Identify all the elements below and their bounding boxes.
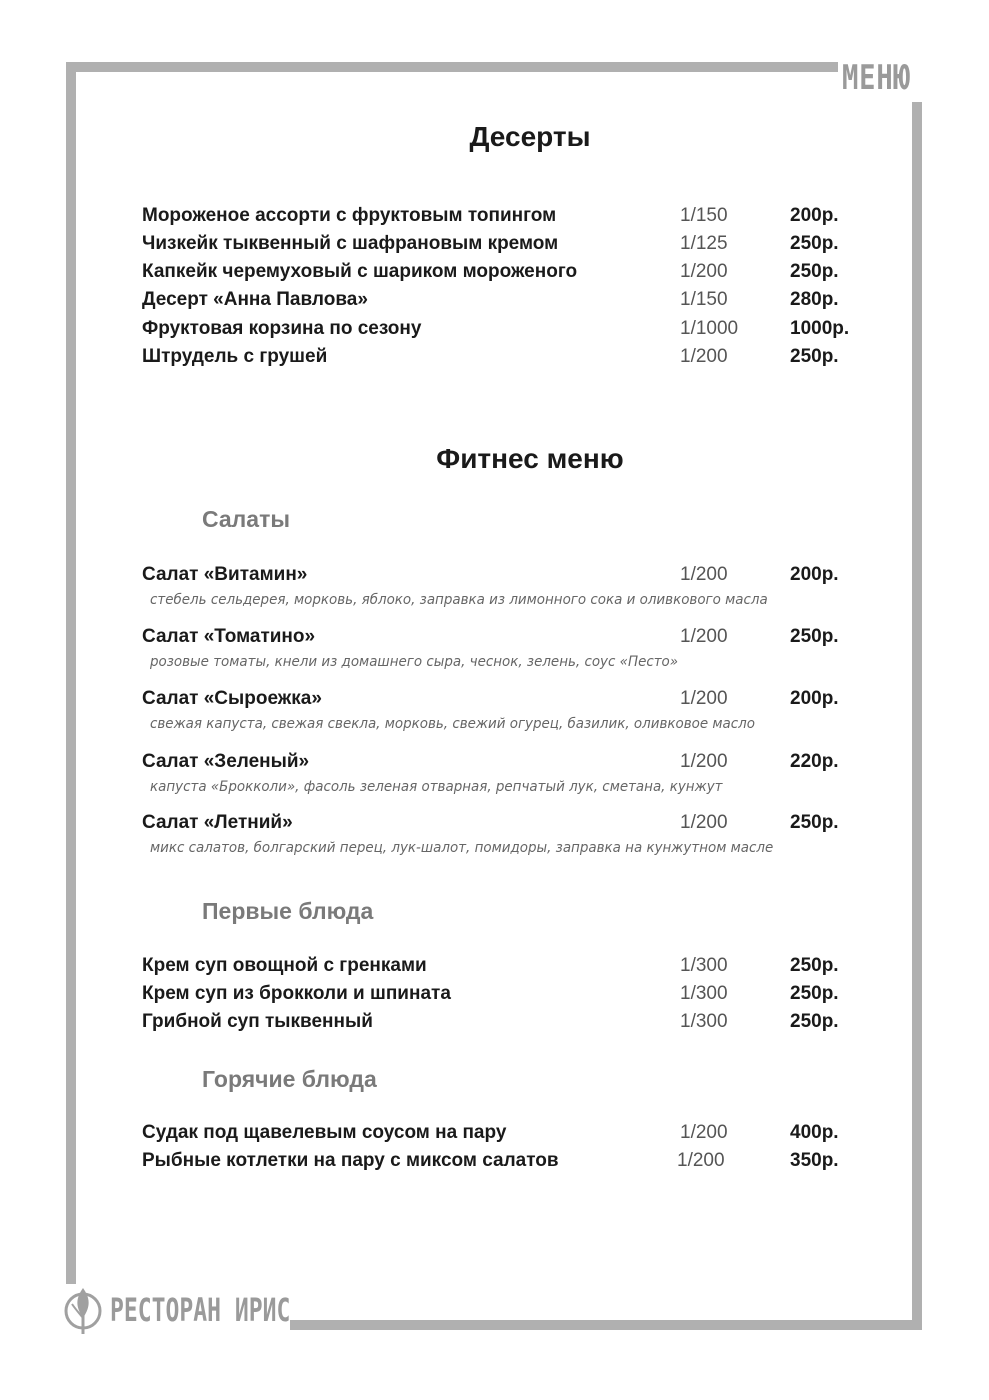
item-price: 250р. bbox=[790, 1011, 839, 1032]
menu-item bbox=[142, 626, 862, 652]
menu-item bbox=[142, 1011, 862, 1037]
item-portion: 1/200 bbox=[680, 261, 728, 282]
menu-item bbox=[142, 564, 862, 590]
item-name: Салат «Сыроежка» bbox=[142, 688, 322, 709]
item-portion: 1/200 bbox=[680, 1122, 728, 1143]
item-portion: 1/200 bbox=[680, 564, 728, 585]
item-name: Мороженое ассорти с фруктовым топингом bbox=[142, 205, 557, 226]
item-portion: 1/200 bbox=[680, 626, 728, 647]
restaurant-logo bbox=[60, 1284, 360, 1336]
menu-item bbox=[142, 1122, 862, 1148]
item-price: 250р. bbox=[790, 233, 839, 254]
item-name: Салат «Летний» bbox=[142, 812, 293, 833]
item-name: Рыбные котлетки на пару с миксом салатов bbox=[142, 1150, 559, 1171]
item-name: Судак под щавелевым соусом на пару bbox=[142, 1122, 507, 1143]
menu-item bbox=[142, 233, 862, 259]
item-price: 250р. bbox=[790, 626, 839, 647]
item-price: 200р. bbox=[790, 205, 839, 226]
item-name: Крем суп из брокколи и шпината bbox=[142, 983, 451, 1004]
desserts-heading: Десерты bbox=[469, 121, 591, 152]
item-portion: 1/200 bbox=[680, 751, 728, 772]
item-portion: 1/125 bbox=[680, 233, 728, 254]
menu-item bbox=[142, 261, 862, 287]
item-price: 220р. bbox=[790, 751, 839, 772]
menu-item bbox=[142, 318, 862, 344]
restaurant-name: РЕСТОРАН ИРИС bbox=[110, 1291, 291, 1329]
item-price: 250р. bbox=[790, 955, 839, 976]
item-description: стебель сельдерея, морковь, яблоко, заправка из лимонного сока и оливкового масла bbox=[150, 592, 768, 608]
frame-right-border bbox=[912, 102, 922, 1330]
item-price: 1000р. bbox=[790, 318, 850, 339]
item-portion: 1/200 bbox=[680, 688, 728, 709]
hot-dishes-subheading: Горячие блюда bbox=[202, 1066, 377, 1092]
item-name: Капкейк черемуховый с шариком мороженого bbox=[142, 261, 578, 282]
item-portion: 1/1000 bbox=[680, 318, 739, 339]
item-price: 200р. bbox=[790, 564, 839, 585]
item-name: Салат «Зеленый» bbox=[142, 751, 310, 772]
iris-flower-icon bbox=[60, 1284, 106, 1336]
item-portion: 1/150 bbox=[680, 205, 728, 226]
menu-item bbox=[142, 1150, 862, 1176]
item-name: Десерт «Анна Павлова» bbox=[142, 289, 368, 310]
item-portion: 1/300 bbox=[680, 1011, 728, 1032]
item-description: капуста «Брокколи», фасоль зеленая отварная, репчатый лук, сметана, кунжут bbox=[150, 779, 723, 795]
item-name: Салат «Томатино» bbox=[142, 626, 316, 647]
item-portion: 1/300 bbox=[680, 955, 728, 976]
item-price: 250р. bbox=[790, 983, 839, 1004]
frame-left-border bbox=[66, 62, 76, 1284]
item-name: Чизкейк тыквенный с шафрановым кремом bbox=[142, 233, 559, 254]
item-name: Крем суп овощной с гренками bbox=[142, 955, 427, 976]
fitness-menu-heading: Фитнес меню bbox=[436, 443, 624, 474]
menu-item bbox=[142, 289, 862, 315]
item-price: 280р. bbox=[790, 289, 839, 310]
menu-item bbox=[142, 955, 862, 981]
menu-item bbox=[142, 346, 862, 372]
item-price: 250р. bbox=[790, 346, 839, 367]
menu-item bbox=[142, 751, 862, 777]
frame-top-border bbox=[66, 62, 838, 72]
menu-item bbox=[142, 812, 862, 838]
item-name: Грибной суп тыквенный bbox=[142, 1011, 373, 1032]
salads-subheading: Салаты bbox=[202, 506, 290, 532]
item-name: Фруктовая корзина по сезону bbox=[142, 318, 422, 339]
item-portion: 1/300 bbox=[680, 983, 728, 1004]
item-price: 350р. bbox=[790, 1150, 839, 1171]
item-description: розовые томаты, кнели из домашнего сыра, чеснок, зелень, соус «Песто» bbox=[150, 654, 679, 670]
item-portion: 1/200 bbox=[677, 1150, 725, 1171]
item-name: Салат «Витамин» bbox=[142, 564, 308, 585]
item-portion: 1/200 bbox=[680, 812, 728, 833]
item-portion: 1/150 bbox=[680, 289, 728, 310]
item-portion: 1/200 bbox=[680, 346, 728, 367]
first-courses-subheading: Первые блюда bbox=[202, 898, 374, 924]
menu-item bbox=[142, 205, 862, 231]
item-name: Штрудель с грушей bbox=[142, 346, 328, 367]
item-price: 250р. bbox=[790, 261, 839, 282]
menu-item bbox=[142, 688, 862, 714]
item-price: 250р. bbox=[790, 812, 839, 833]
item-price: 200р. bbox=[790, 688, 839, 709]
item-description: свежая капуста, свежая свекла, морковь, свежий огурец, базилик, оливковое масло bbox=[150, 716, 755, 732]
item-description: микс салатов, болгарский перец, лук-шалот, помидоры, заправка на кунжутном масле bbox=[150, 840, 774, 856]
item-price: 400р. bbox=[790, 1122, 839, 1143]
frame-bottom-border bbox=[290, 1320, 922, 1330]
menu-corner-label: МЕНЮ bbox=[842, 58, 911, 98]
menu-item bbox=[142, 983, 862, 1009]
